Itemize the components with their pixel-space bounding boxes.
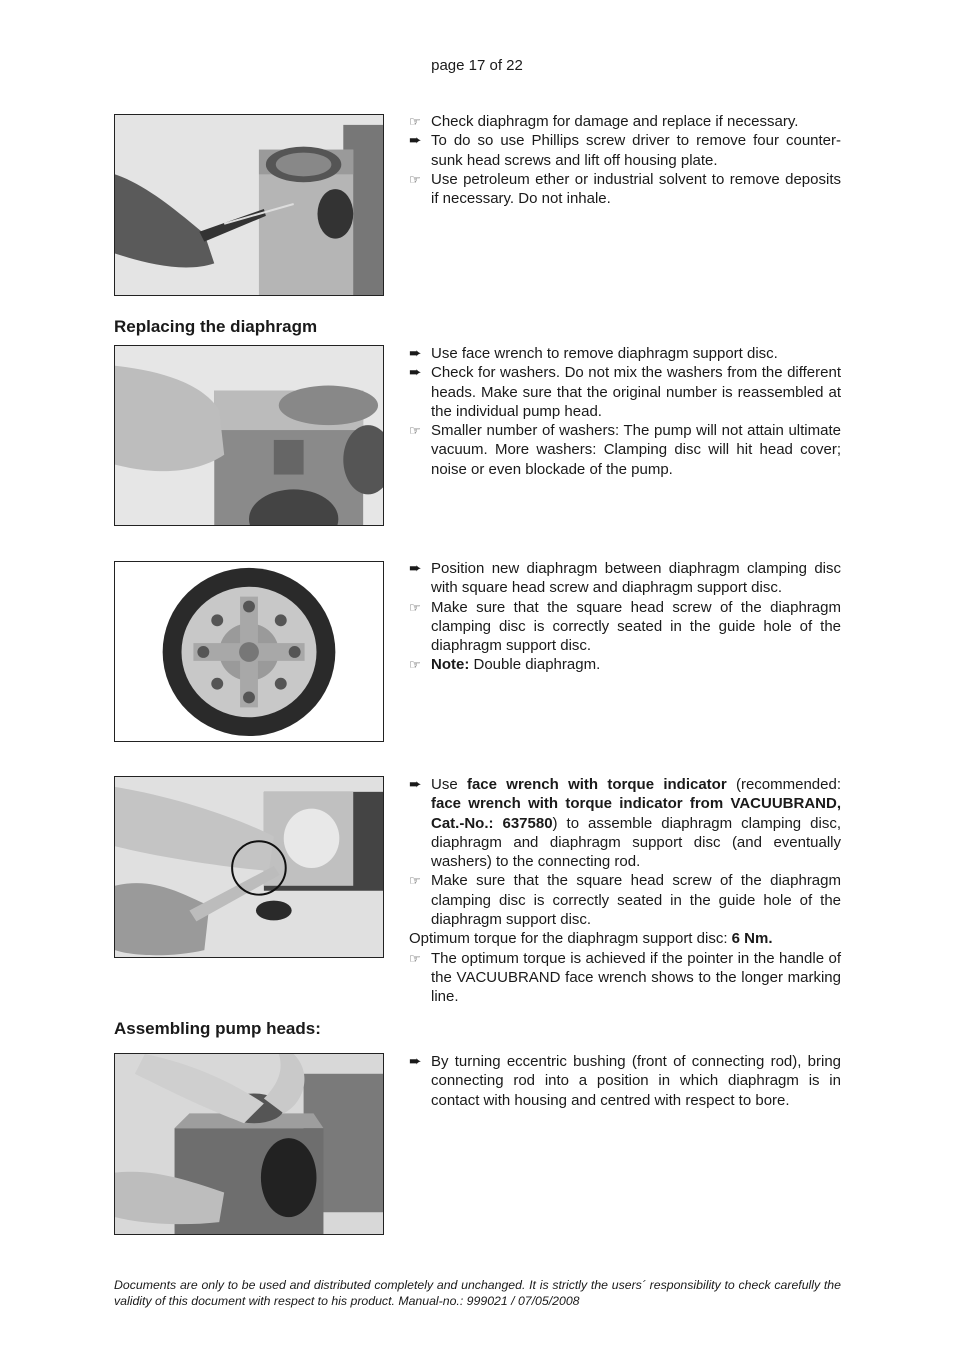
torque-value-line: Optimum torque for the diaphragm support disc: 6 Nm. [409, 930, 773, 948]
photo-diaphragm [114, 561, 384, 742]
section-5-text [409, 1052, 841, 1110]
list-item: ➨ Position new diaphragm between diaphragm clamping disc with square head screw and diaphragm support disc. [409, 560, 841, 597]
arrow-icon: ➨ [409, 132, 422, 150]
list-item: ➨ To do so use Phillips screw driver to remove four counter-sunk head screws and lift off housing plate. [409, 132, 841, 169]
list-item: ☞ Smaller number of washers: The pump will not attain ultimate vacuum. More washers: Clamping disc will hit head cover; noise or even blockade of the pump. [409, 422, 841, 478]
arrow-icon: ➨ [409, 345, 422, 362]
list-item: ☞ Make sure that the square head screw of the diaphragm clamping disc is correctly seated in the guide hole of the diaphragm support disc. [409, 872, 841, 929]
list-item: ☞ Check diaphragm for damage and replace if necessary. [409, 113, 799, 130]
note-icon: ☞ [409, 950, 421, 966]
section-4-text [409, 775, 841, 1007]
photo-remove-support-disc [114, 345, 384, 526]
arrow-icon: ➨ [409, 776, 422, 793]
list-item: ☞ The optimum torque is achieved if the pointer in the handle of the VACUUBRAND face wrench shows to the longer marking line. [409, 949, 841, 1006]
photo-housing-plate-removal [114, 114, 384, 296]
list-item: ➨ Use face wrench to remove diaphragm support disc. [409, 345, 778, 362]
section-1-text [409, 112, 841, 208]
arrow-icon: ➨ [409, 1053, 422, 1070]
note-icon: ☞ [409, 114, 421, 129]
arrow-icon: ➨ [409, 364, 422, 382]
list-item: ➨ By turning eccentric bushing (front of connecting rod), bring connecting rod into a position in which diaphragm is in contact with housing and centred with respect to bore. [409, 1053, 841, 1109]
note-icon: ☞ [409, 873, 421, 889]
note-icon: ☞ [409, 423, 421, 439]
section-2-text [409, 344, 841, 479]
list-item: ☞ Note: Double diaphragm. [409, 656, 601, 674]
heading-assembling-pump-heads: Assembling pump heads: [114, 1019, 321, 1038]
note-icon: ☞ [409, 599, 421, 615]
photo-torque-wrench [114, 776, 384, 958]
note-icon: ☞ [409, 657, 421, 673]
section-3-text [409, 559, 841, 675]
list-item: ➨ Use face wrench with torque indicator (recommended: face wrench with torque indicator from VACUUBRAND, Cat.-No.: 637580) to assemble diaphragm clamping disc, diaphragm and diaphragm support disc (and eventually washers) to the connecting rod. [409, 776, 842, 871]
photo-assembling-pump-head [114, 1053, 384, 1235]
arrow-icon: ➨ [409, 560, 422, 577]
list-item: ☞ Use petroleum ether or industrial solvent to remove deposits if necessary. Do not inhale. [409, 170, 841, 208]
note-icon: ☞ [409, 171, 421, 187]
footer-disclaimer: Documents are only to be used and distributed completely and unchanged. It is strictly the users´ responsibility to check carefully the validity of this document with respect to his product. Manual-no.: 999021 / 07/05/2008 [114, 1278, 841, 1308]
list-item: ☞ Make sure that the square head screw of the diaphragm clamping disc is correctly seated in the guide hole of the diaphragm support disc. [409, 598, 841, 655]
heading-replacing-diaphragm: Replacing the diaphragm [114, 317, 318, 336]
list-item: ➨ Check for washers. Do not mix the washers from the different heads. Make sure that the original number is reassembled at the individual pump head. [409, 364, 841, 420]
page-number: page 17 of 22 [431, 57, 523, 74]
